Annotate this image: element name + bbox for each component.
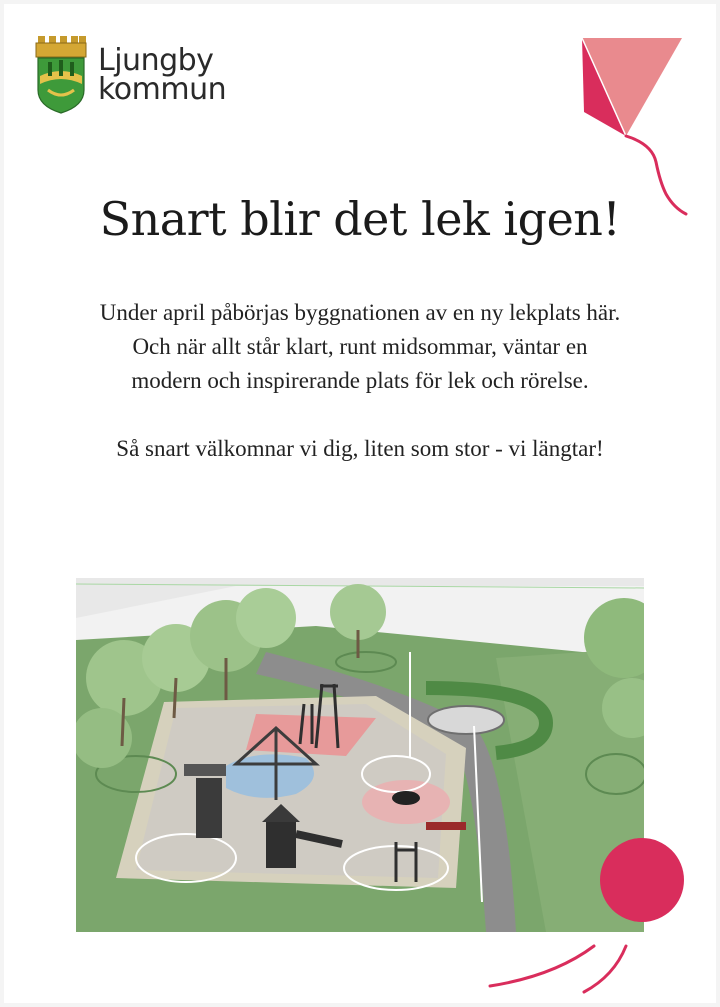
announcement-line: Och när allt står klart, runt midsommar, väntar en — [132, 334, 588, 359]
announcement-text — [44, 296, 676, 466]
municipal-crest-icon — [34, 36, 88, 114]
page-title: Snart blir det lek igen! — [99, 192, 621, 246]
announcement-line: Under april påbörjas byggnationen av en ny lekplats här. — [99, 300, 621, 325]
welcome-line: Så snart välkomnar vi dig, liten som stor - vi längtar! — [116, 436, 604, 461]
municipality-name-line1: Ljungby — [98, 43, 214, 78]
municipality-logo — [34, 36, 254, 118]
municipality-name — [98, 43, 227, 107]
announcement-line: modern och inspirerande plats för lek och rörelse. — [131, 368, 589, 393]
municipality-name-line2: kommun — [98, 72, 227, 107]
ball-decoration-icon — [484, 836, 708, 1000]
poster — [4, 4, 716, 1003]
